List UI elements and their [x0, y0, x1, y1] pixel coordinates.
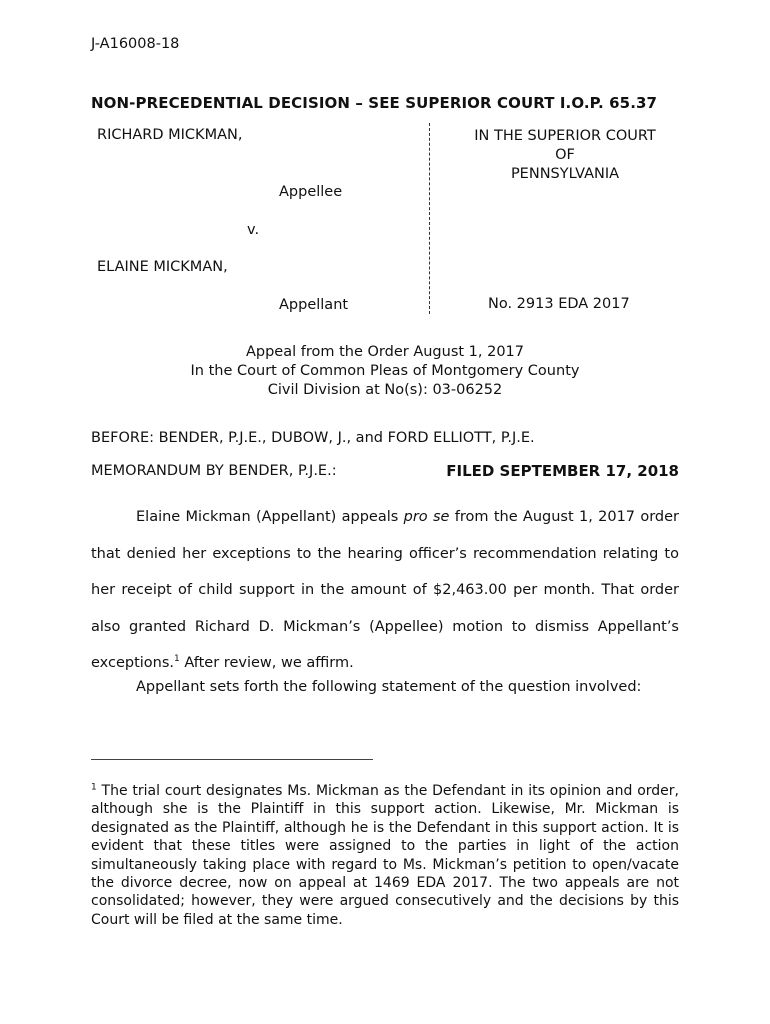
- court-line-3: PENNSYLVANIA: [510, 166, 620, 182]
- document-number: J-A16008-18: [91, 36, 180, 52]
- footnote-1: [91, 782, 679, 929]
- non-precedential-heading: NON-PRECEDENTIAL DECISION – SEE SUPERIOR COURT I.O.P. 65.37: [91, 94, 658, 112]
- pro-se-italic: pro se: [403, 509, 450, 525]
- p1-text-b: from the August 1, 2017 order that denied her exceptions to the hearing officer’s recommendation relating to her receipt of child support in the amount of $2,463.00 per month. That order also granted Richard D. Mickman’s (Appellee) motion to dismiss Appellant’s exceptions.: [91, 509, 679, 672]
- footnote-text: The trial court designates Ms. Mickman as the Defendant in its opinion and order, although she is the Plaintiff in this support action. Likewise, Mr. Mickman is designated as the Plaintiff, although he is the Defendant in this support action. It is evident that these titles were assigned to the parties in light of the action simultaneously taking place with regard to Ms. Mickman’s petition to open/vacate the divorce decree, now on appeal at 1469 EDA 2017. The two appeals are not consolidated; however, they were argued consecutively and the decisions by this Court will be filed at the same time.: [91, 783, 679, 928]
- caption-divider: [429, 123, 430, 314]
- body-paragraph-1: [91, 499, 679, 682]
- appeal-line-2: In the Court of Common Pleas of Montgomery County: [190, 363, 580, 379]
- body-paragraph-2: Appellant sets forth the following statement of the question involved:: [136, 679, 642, 695]
- versus: v.: [247, 222, 260, 238]
- court-name: [440, 127, 690, 184]
- appellee-name: RICHARD MICKMAN,: [97, 127, 243, 143]
- appellant-role: Appellant: [279, 297, 349, 313]
- appeal-info: [0, 343, 770, 400]
- docket-number: No. 2913 EDA 2017: [488, 296, 630, 312]
- memorandum-author: MEMORANDUM BY BENDER, P.J.E.:: [91, 463, 337, 479]
- appellee-role: Appellee: [279, 184, 343, 200]
- footnote-ref-1[interactable]: 1: [174, 654, 180, 665]
- panel-line: BEFORE: BENDER, P.J.E., DUBOW, J., and FORD ELLIOTT, P.J.E.: [91, 430, 535, 446]
- appeal-line-3: Civil Division at No(s): 03-06252: [267, 382, 503, 398]
- appeal-line-1: Appeal from the Order August 1, 2017: [245, 344, 525, 360]
- court-line-1: IN THE SUPERIOR COURT: [474, 128, 656, 144]
- filed-date: FILED SEPTEMBER 17, 2018: [446, 462, 679, 480]
- footnote-separator: [91, 759, 373, 760]
- court-line-2: OF: [555, 147, 575, 163]
- appellant-name: ELAINE MICKMAN,: [97, 259, 228, 275]
- footnote-mark: 1: [91, 782, 97, 793]
- p1-text-c: After review, we affirm.: [179, 655, 354, 672]
- p1-text-a: Elaine Mickman (Appellant) appeals: [136, 509, 404, 525]
